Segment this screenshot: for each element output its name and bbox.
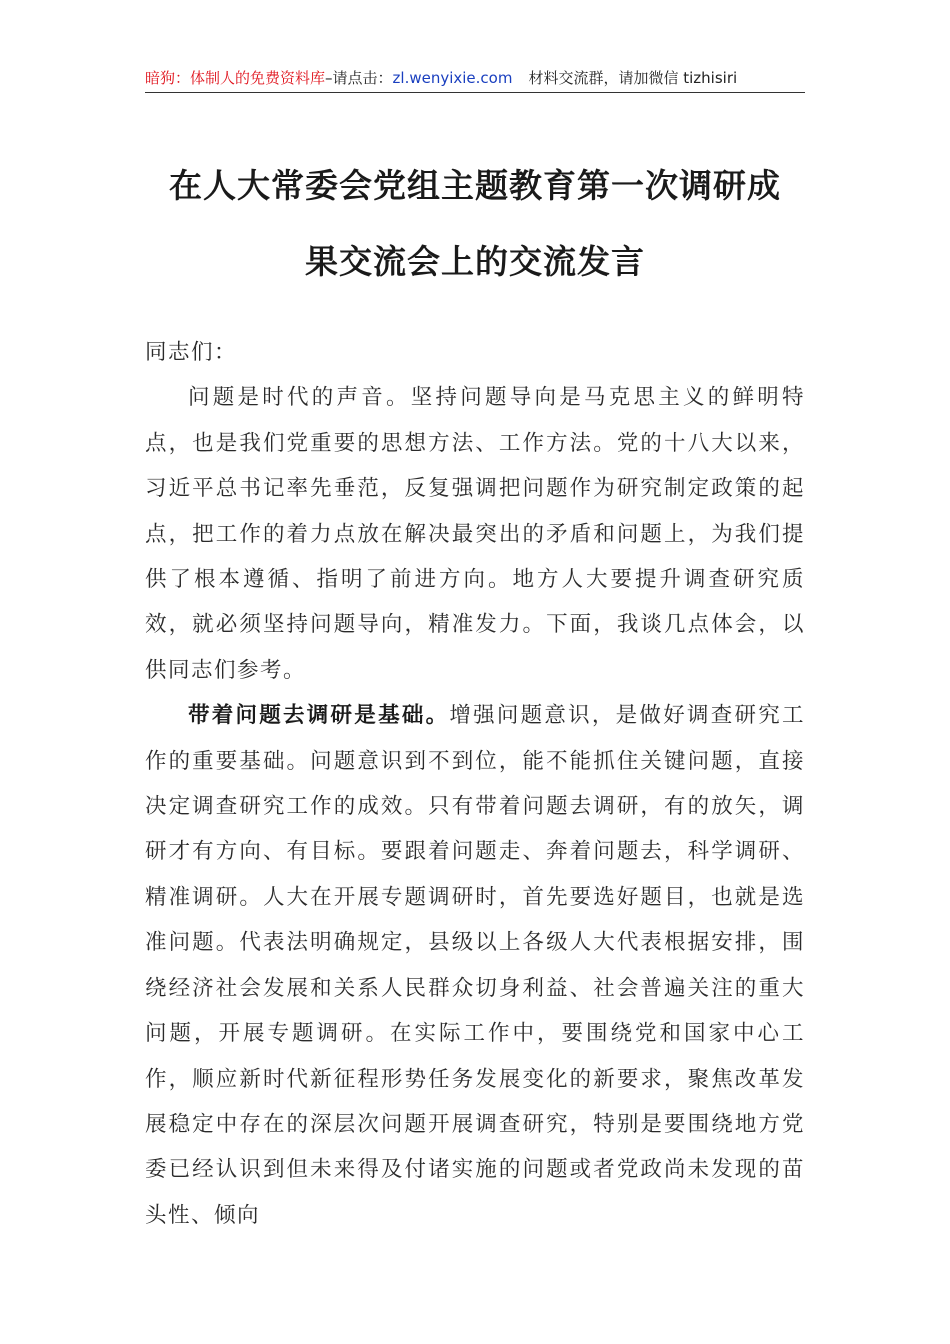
- title-line-1: 在人大常委会党组主题教育第一次调研成: [169, 166, 781, 205]
- paragraph-2-body: 增强问题意识，是做好调查研究工作的重要基础。问题意识到不到位，能不能抓住关键问题，直接决定调查研究工作的成效。只有带着问题去调研，有的放矢，调研才有方向、有目标。要跟着问题走、奔着问题去，科学调研、精准调研。人大在开展专题调研时，首先要选好题目，也就是选准问题。代表法明确规定，县级以上各级人大代表根据安排，围绕经济社会发展和关系人民群众切身利益、社会普遍关注的重大问题，开展专题调研。在实际工作中，要围绕党和国家中心工作，顺应新时代新征程形势任务发展变化的新要求，聚焦改革发展稳定中存在的深层次问题开展调查研究，特别是要围绕地方党委已经认识到但未来得及付诸实施的问题或者党政尚未发现的苗头性、倾向: [145, 703, 805, 1228]
- header-url-link[interactable]: zl.wenyixie.com: [392, 69, 513, 87]
- document-title: [120, 148, 830, 300]
- paragraph-2: [145, 693, 805, 1238]
- paragraph-2-lead: 带着问题去调研是基础。: [188, 703, 450, 729]
- header-group-text: 材料交流群，请加微信 tizhisiri: [528, 69, 738, 87]
- page-header: [145, 64, 805, 93]
- salutation: 同志们：: [145, 340, 238, 365]
- document-body: [145, 330, 805, 1238]
- header-click-prefix: –请点击：: [325, 69, 393, 87]
- header-brand: 暗狗：体制人的免费资料库: [145, 69, 326, 87]
- paragraph-1: 问题是时代的声音。坚持问题导向是马克思主义的鲜明特点，也是我们党重要的思想方法、工作方法。党的十八大以来，习近平总书记率先垂范，反复强调把问题作为研究制定政策的起点，把工作的着力点放在解决最突出的矛盾和问题上，为我们提供了根本遵循、指明了前进方向。地方人大要提升调查研究质效，就必须坚持问题导向，精准发力。下面，我谈几点体会，以供同志们参考。: [145, 385, 805, 683]
- title-line-2: 果交流会上的交流发言: [305, 242, 645, 281]
